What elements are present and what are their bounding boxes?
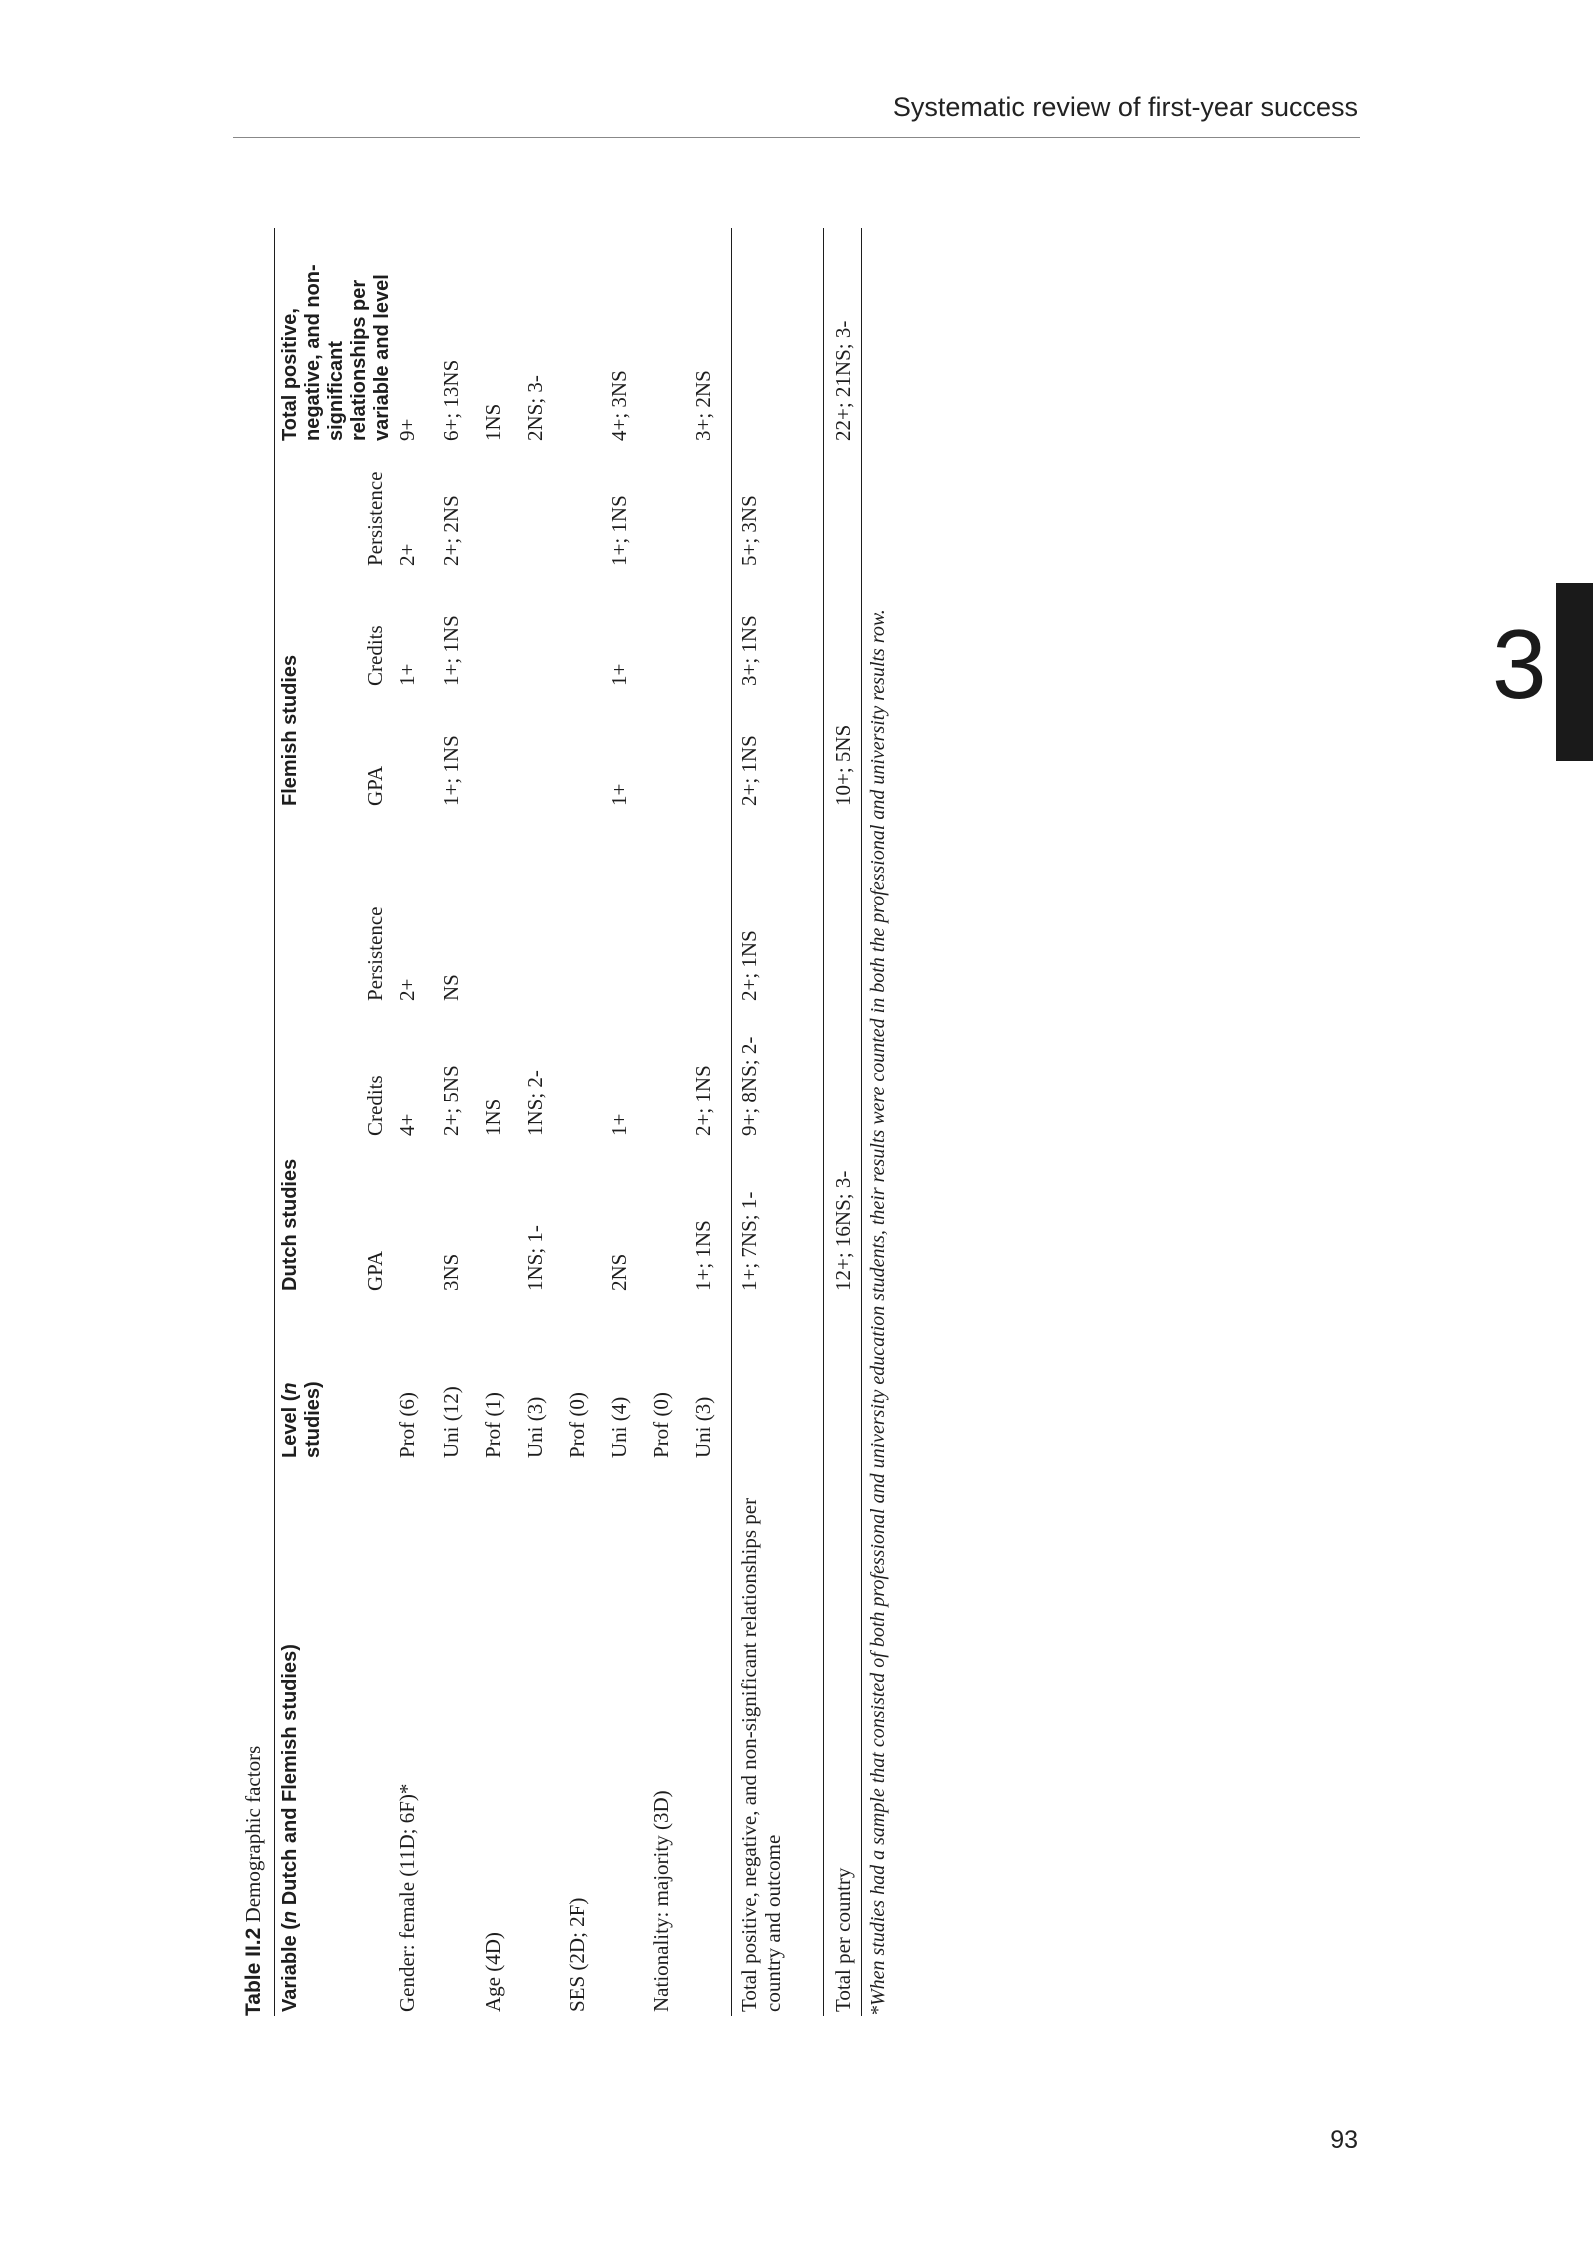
header-rule xyxy=(233,137,1360,138)
subheader-flemish-credits: Credits xyxy=(363,625,387,686)
row-level: Uni (3) xyxy=(691,1396,715,1458)
table-title xyxy=(233,1746,273,2016)
cell-flemish-persistence: 1+; 1NS xyxy=(607,495,631,566)
cell-flemish-credits: 1+ xyxy=(395,663,419,686)
row-level: Prof (6) xyxy=(395,1392,419,1458)
cell-flemish-gpa: 1+; 1NS xyxy=(439,735,463,806)
cell-total: 1NS xyxy=(481,403,505,441)
cell-dutch-credits: 4+ xyxy=(395,1113,419,1136)
row-variable: Gender: female (11D; 6F)* xyxy=(395,1783,419,2012)
total-per-country-total: 22+; 21NS; 3- xyxy=(831,320,855,441)
totals-rule xyxy=(823,228,824,2016)
row-level: Uni (12) xyxy=(439,1386,463,1458)
bottom-rule xyxy=(861,228,862,2016)
cell-dutch-gpa: 1NS; 1- xyxy=(523,1225,547,1291)
row-level: Prof (0) xyxy=(649,1392,673,1458)
cell-dutch-persistence: 2+ xyxy=(395,978,419,1001)
cell-total: 6+; 13NS xyxy=(439,359,463,441)
cell-total: 2NS; 3- xyxy=(523,375,547,441)
chapter-number: 3 xyxy=(1492,609,1547,719)
row-variable: Age (4D) xyxy=(481,1932,505,2012)
total-dutch-credits: 9+; 8NS; 2- xyxy=(737,1036,761,1136)
cell-flemish-credits: 1+ xyxy=(607,663,631,686)
cell-flemish-credits: 1+; 1NS xyxy=(439,615,463,686)
subheader-dutch-credits: Credits xyxy=(363,1075,387,1136)
row-level: Prof (1) xyxy=(481,1392,505,1458)
total-per-country-dutch: 12+; 16NS; 3- xyxy=(831,1170,855,1291)
cell-dutch-credits: 2+; 5NS xyxy=(439,1065,463,1136)
total-dutch-gpa: 1+; 7NS; 1- xyxy=(737,1191,761,1291)
chapter-tab xyxy=(1556,583,1593,761)
running-header: Systematic review of first-year success xyxy=(892,92,1358,122)
table-caption: Demographic factors xyxy=(241,1745,265,1923)
page-number: 93 xyxy=(1330,2126,1358,2154)
subheader-dutch-gpa: GPA xyxy=(363,1250,387,1291)
header-dutch-studies: Dutch studies xyxy=(279,1158,301,1291)
rotated-table xyxy=(233,228,893,2016)
total-dutch-persistence: 2+; 1NS xyxy=(737,930,761,1001)
row-variable: SES (2D; 2F) xyxy=(565,1897,589,2012)
row-variable: Nationality: majority (3D) xyxy=(649,1790,673,2012)
cell-dutch-credits: 1NS; 2- xyxy=(523,1070,547,1136)
cell-flemish-persistence: 2+; 2NS xyxy=(439,495,463,566)
cell-flemish-persistence: 2+ xyxy=(395,543,419,566)
cell-dutch-credits: 1NS xyxy=(481,1098,505,1136)
header-level: Level (n studies) xyxy=(279,1381,324,1458)
total-per-country-flemish: 10+; 5NS xyxy=(831,724,855,806)
cell-dutch-gpa: 1+; 1NS xyxy=(691,1220,715,1291)
row-level: Uni (4) xyxy=(607,1396,631,1458)
cell-total: 9+ xyxy=(395,418,419,441)
total-flemish-gpa: 2+; 1NS xyxy=(737,735,761,806)
total-relationships-label: Total positive, negative, and non-significant relationships per country and outcome xyxy=(737,1497,785,2012)
total-flemish-credits: 3+; 1NS xyxy=(737,615,761,686)
cell-flemish-gpa: 1+ xyxy=(607,783,631,806)
total-per-country-label: Total per country xyxy=(831,1867,855,2012)
row-level: Prof (0) xyxy=(565,1392,589,1458)
header-variable: Variable (n Dutch and Flemish studies) xyxy=(279,1644,301,2012)
header-total: Total positive, negative, and non-significant relationships per variable and level xyxy=(279,264,393,441)
cell-dutch-credits: 2+; 1NS xyxy=(691,1065,715,1136)
cell-dutch-persistence: NS xyxy=(439,974,463,1001)
subheader-dutch-persistence: Persistence xyxy=(363,906,387,1001)
cell-total: 4+; 3NS xyxy=(607,370,631,441)
top-rule xyxy=(274,228,275,2016)
body-rule xyxy=(731,228,732,2016)
subheader-flemish-gpa: GPA xyxy=(363,765,387,806)
total-flemish-persistence: 5+; 3NS xyxy=(737,495,761,566)
cell-dutch-gpa: 3NS xyxy=(439,1253,463,1291)
cell-dutch-gpa: 2NS xyxy=(607,1253,631,1291)
table-footnote: *When studies had a sample that consisted of both professional and university education students, their results were counted in both the professional and university results row. xyxy=(867,609,889,2016)
cell-dutch-credits: 1+ xyxy=(607,1113,631,1136)
cell-total: 3+; 2NS xyxy=(691,370,715,441)
table-number: Table II.2 xyxy=(242,1927,265,2016)
row-level: Uni (3) xyxy=(523,1396,547,1458)
subheader-flemish-persistence: Persistence xyxy=(363,471,387,566)
header-flemish-studies: Flemish studies xyxy=(279,654,301,806)
